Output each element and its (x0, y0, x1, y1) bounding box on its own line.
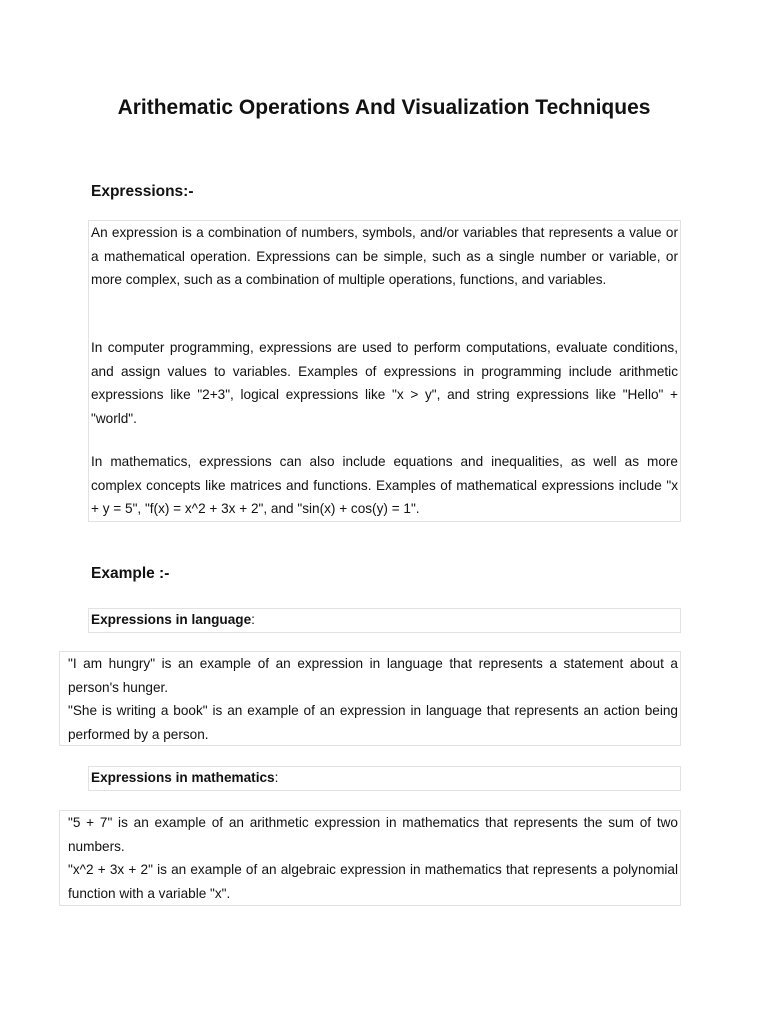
subheading-label: Expressions in mathematics (91, 770, 275, 785)
paragraph: An expression is a combination of numbers, symbols, and/or variables that represents a value or a mathematical operation. Expressions can be simple, such as a single number or variable, or more complex, such as a combination of multiple operations, functions, and variables. (91, 225, 678, 288)
mathematics-examples-box (59, 810, 681, 906)
example-item: "x^2 + 3x + 2" is an example of an algebraic expression in mathematics that represents a polynomial function with a variable "x". (68, 862, 678, 901)
paragraph: In computer programming, expressions are used to perform computations, evaluate conditions, and assign values to variables. Examples of expressions in programming include arithmetic expressions like "2+3", logical expressions like "x > y", and string expressions like "Hello" + "world". (91, 340, 678, 426)
subheading-expressions-in-language (88, 608, 681, 633)
example-item: "I am hungry" is an example of an expression in language that represents a statement about a person's hunger. (68, 656, 678, 695)
subheading-label: Expressions in language (91, 612, 252, 627)
section-heading-expressions: Expressions:- (91, 183, 194, 200)
subheading-expressions-in-mathematics (88, 766, 681, 791)
example-item: "5 + 7" is an example of an arithmetic expression in mathematics that represents the sum of two numbers. (68, 815, 678, 854)
page-title: Arithematic Operations And Visualization Techniques (117, 96, 651, 119)
example-item: "She is writing a book" is an example of an expression in language that represents an action being performed by a person. (68, 703, 678, 742)
subheading-colon: : (274, 770, 279, 785)
language-examples-box (59, 651, 681, 746)
paragraph: In mathematics, expressions can also include equations and inequalities, as well as more complex concepts like matrices and functions. Examples of mathematical expressions include "x + y = 5", "f(x) = x^2 + 3x + 2", and "sin(x) + cos(y) = 1". (91, 454, 678, 517)
subheading-colon: : (251, 612, 255, 627)
expressions-text-box (88, 220, 681, 522)
section-heading-example: Example :- (91, 565, 170, 582)
